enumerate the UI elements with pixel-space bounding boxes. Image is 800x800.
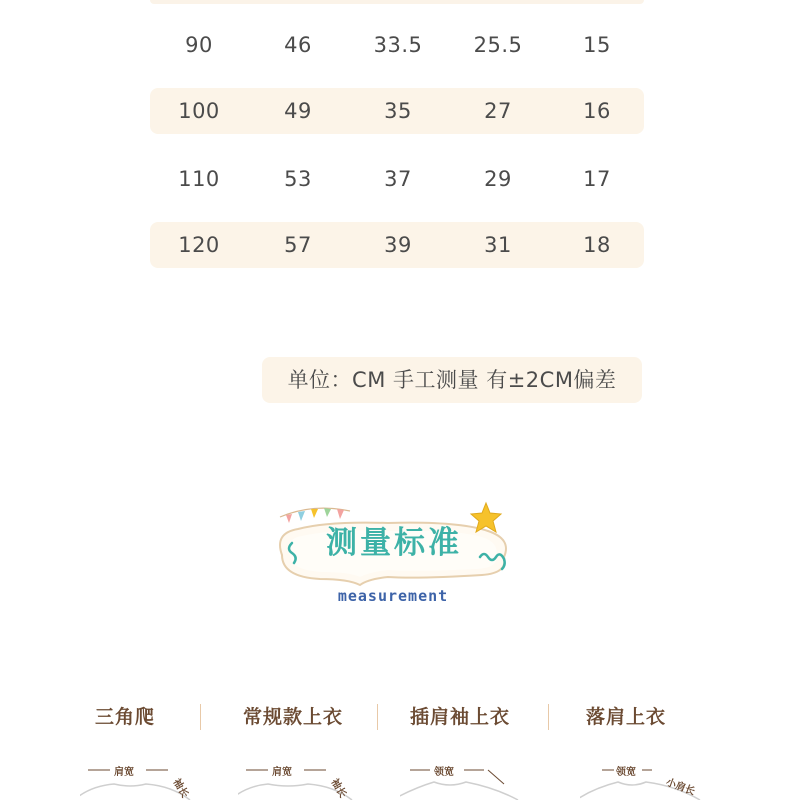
table-cell: 35 [384,99,412,123]
table-cell: 100 [178,99,220,123]
table-cell: 17 [583,167,611,191]
table-cell: 90 [185,33,213,57]
tab-divider [200,704,201,730]
raglan-top-outline-graphic [400,758,540,800]
table-cell: 57 [284,233,312,257]
badge-title: 测量标准 [326,525,462,561]
regular-top-outline-graphic [238,758,378,800]
table-cell: 39 [384,233,412,257]
raglan-top-diagram [400,758,540,800]
style-tab-regular-top[interactable]: 常规款上衣 [242,706,343,728]
table-cell: 31 [484,233,512,257]
style-tab-romper[interactable]: 三角爬 [94,706,155,728]
table-cell: 46 [284,33,312,57]
diagram-label: 肩宽 [114,767,134,778]
diagram-label: 小肩长 [664,777,697,798]
romper-diagram [80,758,220,800]
table-cell: 18 [583,233,611,257]
drop-shoulder-outline-graphic [580,758,720,800]
table-cell: 110 [178,167,220,191]
garment-style-tabs [60,700,740,734]
table-row [150,156,644,202]
table-cell: 53 [284,167,312,191]
style-tab-raglan-top[interactable]: 插肩袖上衣 [409,706,510,728]
style-tab-drop-shoulder-top[interactable]: 落肩上衣 [585,706,666,728]
table-row [150,88,644,134]
table-cell: 15 [583,33,611,57]
table-top-edge [150,0,644,4]
tab-divider [548,704,549,730]
table-cell: 16 [583,99,611,123]
diagram-label: 袖长 [170,777,191,800]
table-row [150,222,644,268]
table-cell: 37 [384,167,412,191]
table-cell: 29 [484,167,512,191]
table-cell: 33.5 [373,33,423,57]
regular-top-diagram [238,758,378,800]
romper-outline-graphic [80,758,220,800]
drop-shoulder-top-diagram [580,758,720,800]
table-row [150,22,644,68]
table-cell: 49 [284,99,312,123]
diagram-label: 肩宽 [272,767,292,778]
diagram-label: 袖长 [328,777,349,800]
diagram-label: 领宽 [616,767,636,778]
table-cell: 120 [178,233,220,257]
unit-note: 单位：CM 手工测量 有±2CM偏差 [262,357,642,403]
table-cell: 25.5 [473,33,523,57]
badge-subtitle: measurement [337,587,449,605]
tab-divider [377,704,378,730]
measurement-badge [268,495,518,615]
table-cell: 27 [484,99,512,123]
diagram-label: 领宽 [434,767,454,778]
